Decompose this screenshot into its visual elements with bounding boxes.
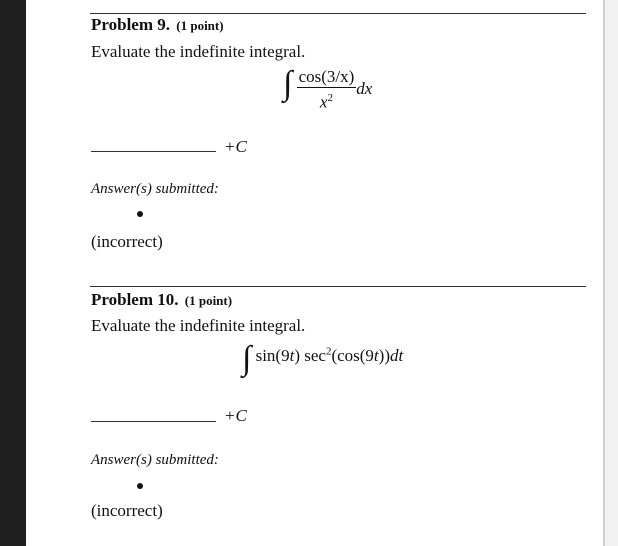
differential: dx (356, 79, 373, 98)
problem-title-text: Problem 10. (91, 290, 179, 309)
problem-10-status: (incorrect) (91, 501, 163, 520)
submitted-answer-bullet (137, 483, 143, 489)
integral-fraction (297, 67, 357, 113)
fraction-denominator: $x^2$ (319, 92, 333, 112)
problem-10-integral (242, 342, 403, 376)
integrand: sin(9t) $\sec^2(\cos(9t))dt$ (255, 345, 404, 365)
problem-9-title (91, 15, 224, 35)
problem-10-divider (90, 286, 586, 287)
problem-10-submitted-label: Answer(s) submitted: (91, 452, 219, 468)
problem-9-submitted-label: Answer(s) submitted: (91, 181, 219, 197)
problem-title-text: Problem 9. (91, 15, 171, 34)
left-dark-margin (0, 0, 26, 546)
problem-9-answer-blank[interactable] (91, 151, 216, 152)
problem-10-title (91, 290, 232, 310)
integral-sign: ∫ (283, 65, 293, 102)
problem-9-divider (90, 13, 586, 14)
problem-10-constant: +C (224, 406, 247, 425)
problem-9-integral (283, 67, 372, 113)
scrollbar[interactable] (603, 0, 618, 546)
problem-9-constant: +C (224, 137, 247, 156)
problem-10-answer-blank[interactable] (91, 421, 216, 422)
problem-points: (1 point) (176, 18, 224, 33)
integral-sign: ∫ (242, 340, 252, 377)
problem-10-prompt: Evaluate the indefinite integral. (91, 316, 306, 335)
problem-points: (1 point) (184, 293, 233, 308)
submitted-answer-bullet (137, 211, 143, 217)
problem-9-status: (incorrect) (91, 232, 163, 251)
fraction-numerator: cos(3/x) (298, 67, 355, 87)
problem-9-prompt: Evaluate the indefinite integral. (91, 42, 306, 61)
